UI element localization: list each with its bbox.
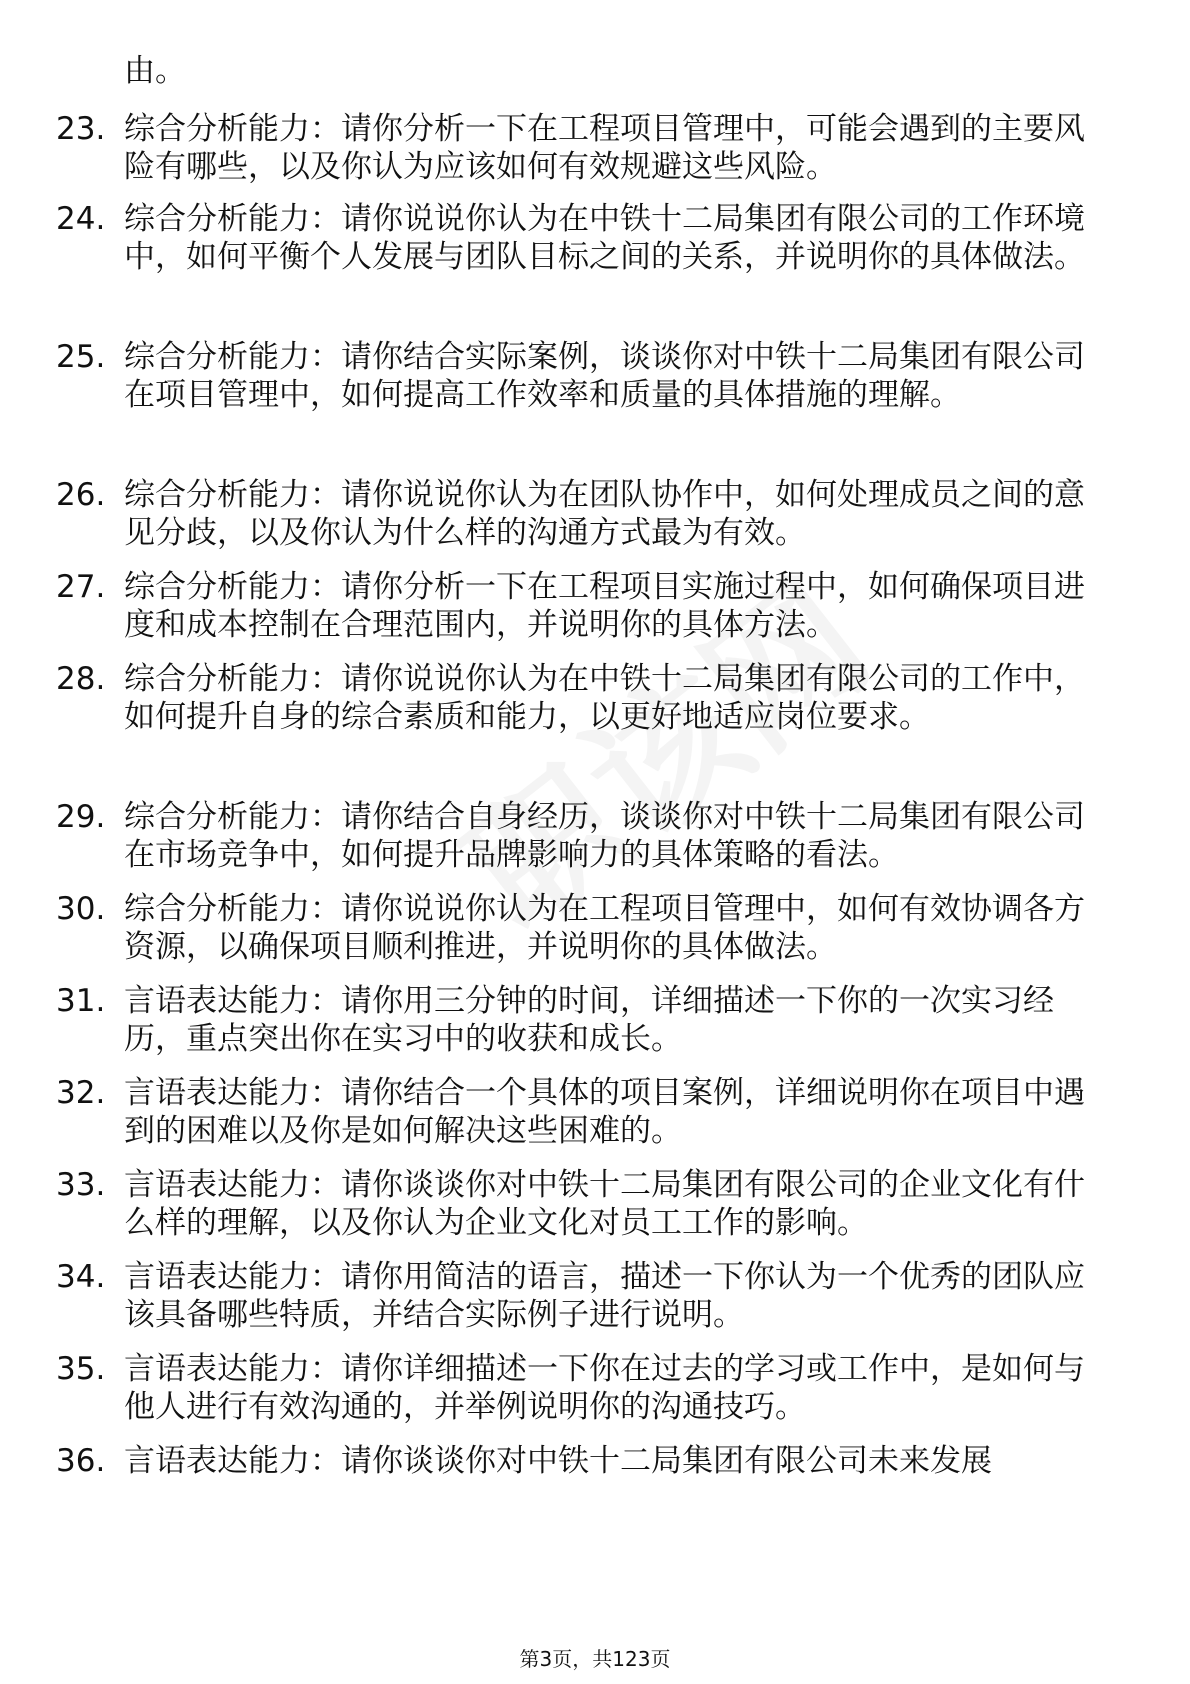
question-text: 综合分析能力：请你结合自身经历，谈谈你对中铁十二局集团有限公司在市场竞争中，如何提升品牌影响力的具体策略的看法。 [124, 799, 1085, 873]
question-number: 29. [56, 799, 106, 835]
question-text: 言语表达能力：请你详细描述一下你在过去的学习或工作中，是如何与他人进行有效沟通的，并举例说明你的沟通技巧。 [124, 1351, 1085, 1425]
question-text: 综合分析能力：请你说说你认为在工程项目管理中，如何有效协调各方资源，以确保项目顺利推进，并说明你的具体做法。 [124, 891, 1085, 965]
question-text: 综合分析能力：请你结合实际案例，谈谈你对中铁十二局集团有限公司在项目管理中，如何提高工作效率和质量的具体措施的理解。 [124, 339, 1085, 413]
question-number: 33. [56, 1167, 106, 1203]
question-text: 综合分析能力：请你分析一下在工程项目管理中，可能会遇到的主要风险有哪些，以及你认为应该如何有效规避这些风险。 [124, 111, 1085, 185]
question-number: 25. [56, 339, 106, 375]
question-number: 36. [56, 1443, 106, 1479]
question-text: 综合分析能力：请你说说你认为在中铁十二局集团有限公司的工作中，如何提升自身的综合素质和能力，以更好地适应岗位要求。 [124, 661, 1085, 735]
question-number: 23. [56, 111, 106, 147]
question-number: 32. [56, 1075, 106, 1111]
question-number: 30. [56, 891, 106, 927]
question-number: 35. [56, 1351, 106, 1387]
question-text: 言语表达能力：请你用三分钟的时间，详细描述一下你的一次实习经历，重点突出你在实习中的收获和成长。 [124, 983, 1054, 1057]
question-text: 综合分析能力：请你分析一下在工程项目实施过程中，如何确保项目进度和成本控制在合理范围内，并说明你的具体方法。 [124, 569, 1085, 643]
continued-text: 由。 [124, 53, 186, 89]
question-number: 28. [56, 661, 106, 697]
question-number: 26. [56, 477, 106, 513]
question-text: 综合分析能力：请你说说你认为在中铁十二局集团有限公司的工作环境中，如何平衡个人发展与团队目标之间的关系，并说明你的具体做法。 [124, 201, 1085, 275]
question-number: 27. [56, 569, 106, 605]
question-text: 言语表达能力：请你谈谈你对中铁十二局集团有限公司未来发展 [124, 1443, 992, 1479]
question-text: 言语表达能力：请你用简洁的语言，描述一下你认为一个优秀的团队应该具备哪些特质，并结合实际例子进行说明。 [124, 1259, 1085, 1333]
page-number-footer: 第3页，共123页 [519, 1647, 671, 1671]
question-number: 24. [56, 201, 106, 237]
question-number: 34. [56, 1259, 106, 1295]
question-number: 31. [56, 983, 106, 1019]
question-text: 言语表达能力：请你谈谈你对中铁十二局集团有限公司的企业文化有什么样的理解，以及你认为企业文化对员工工作的影响。 [124, 1167, 1085, 1241]
question-text: 综合分析能力：请你说说你认为在团队协作中，如何处理成员之间的意见分歧，以及你认为什么样的沟通方式最为有效。 [124, 477, 1085, 551]
question-text: 言语表达能力：请你结合一个具体的项目案例，详细说明你在项目中遇到的困难以及你是如何解决这些困难的。 [124, 1075, 1085, 1149]
